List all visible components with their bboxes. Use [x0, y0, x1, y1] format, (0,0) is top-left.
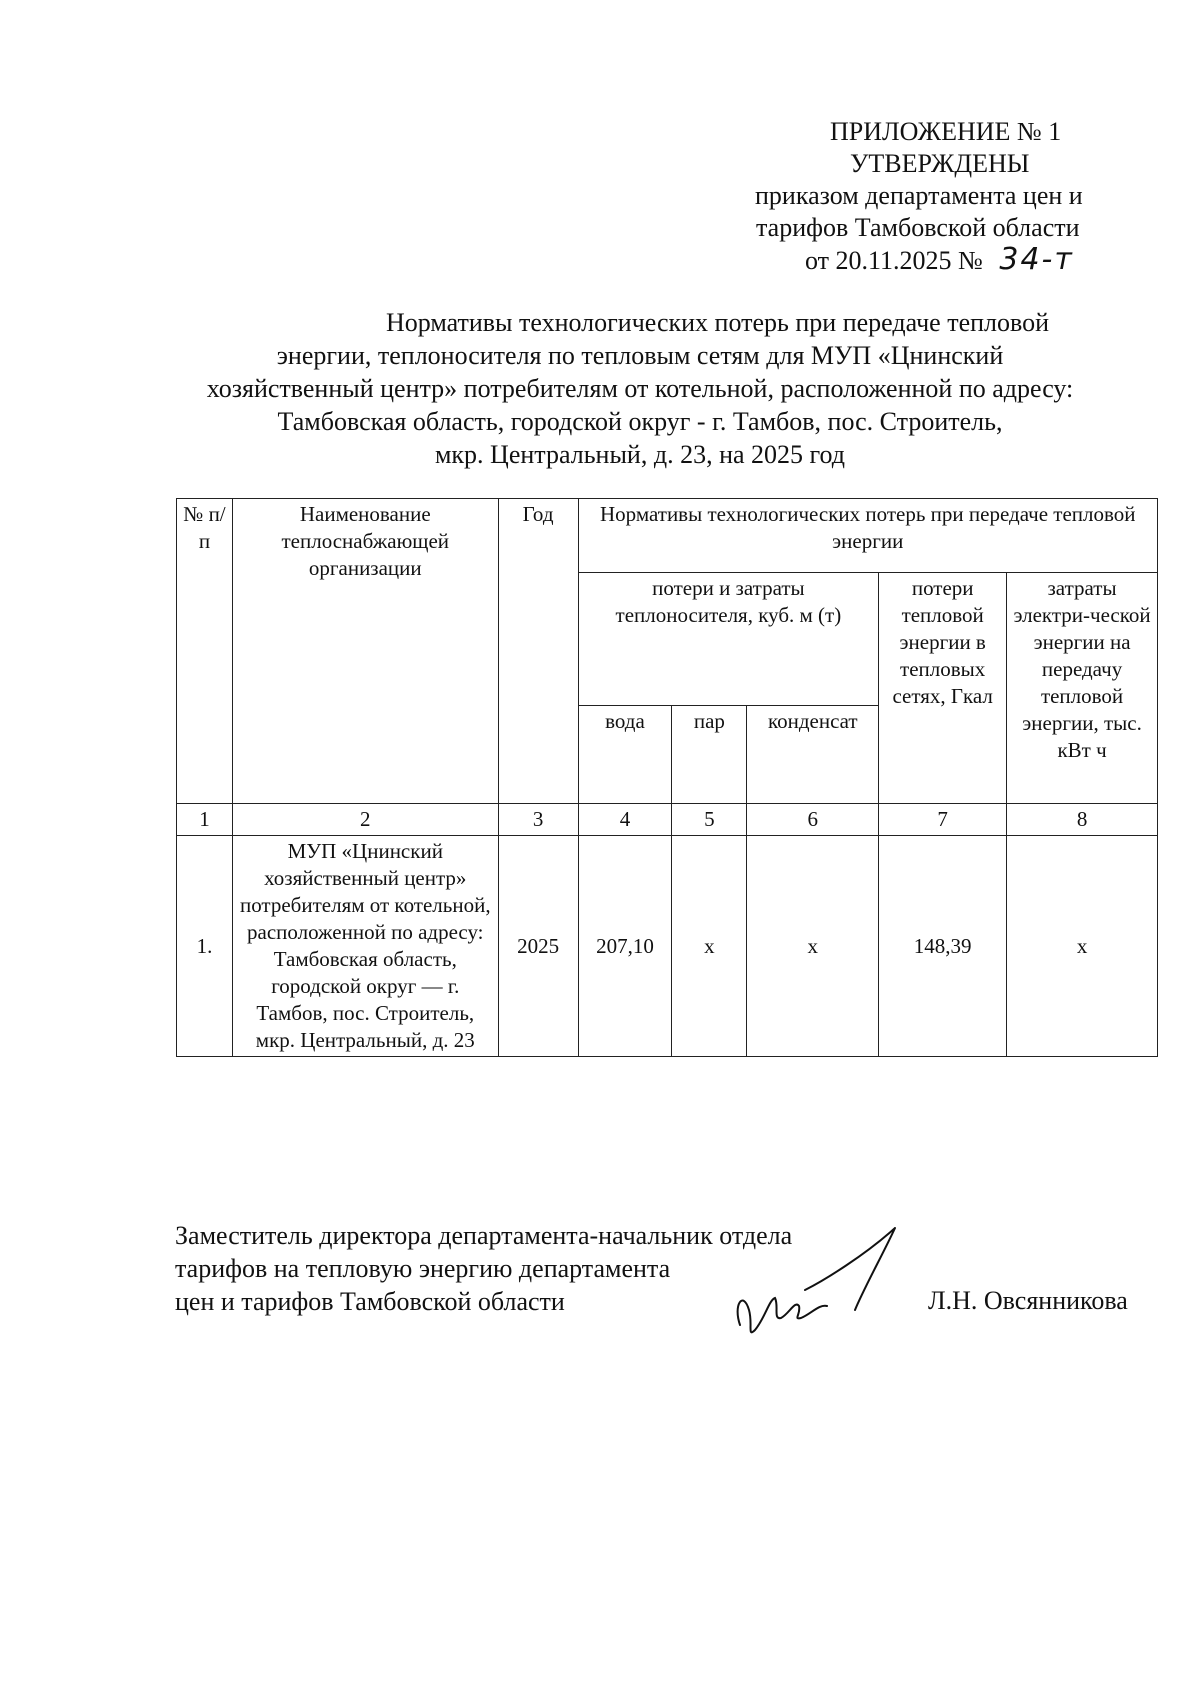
row-condensate: х	[747, 836, 879, 1057]
approval-header	[700, 116, 1120, 277]
row-water: 207,10	[578, 836, 672, 1057]
row-heat-loss: 148,39	[879, 836, 1007, 1057]
index-cell: 7	[879, 804, 1007, 836]
order-date-line	[700, 244, 1120, 277]
index-cell: 5	[672, 804, 747, 836]
title-line: Нормативы технологических потерь при передаче тепловой	[385, 308, 1050, 337]
row-num: 1.	[177, 836, 233, 1057]
header-num: № п/п	[177, 499, 233, 804]
header-condensate: конденсат	[747, 706, 879, 804]
title-line: мкр. Центральный, д. 23, на 2025 год	[434, 440, 846, 469]
header-steam: пар	[672, 706, 747, 804]
title-line: хозяйственный центр» потребителям от котельной, расположенной по адресу:	[206, 374, 1074, 403]
index-cell: 2	[232, 804, 498, 836]
header-heat-loss: потери тепловой энергии в тепловых сетях, Гкал	[879, 573, 1007, 804]
signer-block	[175, 1219, 792, 1318]
appendix-label: ПРИЛОЖЕНИЕ № 1	[830, 117, 1062, 146]
title-line: энергии, теплоносителя по тепловым сетям для МУП «Цнинский	[276, 341, 1004, 370]
norms-table	[176, 498, 1158, 1057]
index-cell: 8	[1007, 804, 1158, 836]
table-row	[177, 836, 1158, 1057]
index-cell: 1	[177, 804, 233, 836]
document-title	[150, 306, 1130, 471]
header-org-name: Наименование теплоснабжающей организации	[232, 499, 498, 804]
handwritten-signature	[735, 1220, 915, 1350]
signer-position-line: тарифов на тепловую энергию департамента	[175, 1254, 671, 1283]
approved-label: УТВЕРЖДЕНЫ	[850, 149, 1030, 178]
row-steam: х	[672, 836, 747, 1057]
header-water: вода	[578, 706, 672, 804]
header-year: Год	[498, 499, 578, 804]
header-electric: затраты электри-ческой энергии на передачу тепловой энергии, тыс. кВт ч	[1007, 573, 1158, 804]
signer-name: Л.Н. Овсянникова	[928, 1286, 1128, 1315]
row-org-name: МУП «Цнинский хозяйственный центр» потребителям от котельной, расположенной по адресу: Тамбовская область, городской округ — г. Тамбов, пос. Строитель, мкр. Центральный, д. 23	[232, 836, 498, 1057]
index-cell: 4	[578, 804, 672, 836]
order-date: от 20.11.2025 №	[805, 246, 983, 275]
row-electric: х	[1007, 836, 1158, 1057]
header-norms: Нормативы технологических потерь при передаче тепловой энергии	[578, 499, 1157, 573]
index-cell: 6	[747, 804, 879, 836]
signer-position-line: цен и тарифов Тамбовской области	[175, 1287, 565, 1316]
title-line: Тамбовская область, городской округ - г. Тамбов, пос. Строитель,	[277, 407, 1003, 436]
row-year: 2025	[498, 836, 578, 1057]
authority-line: тарифов Тамбовской области	[756, 213, 1080, 242]
column-index-row	[177, 804, 1158, 836]
order-number-handwritten: 34-т	[999, 242, 1074, 277]
index-cell: 3	[498, 804, 578, 836]
order-line: приказом департамента цен и	[755, 181, 1083, 210]
signer-position-line: Заместитель директора департамента-начальник отдела	[175, 1221, 793, 1250]
header-coolant: потери и затраты теплоносителя, куб. м (т)	[578, 573, 879, 706]
